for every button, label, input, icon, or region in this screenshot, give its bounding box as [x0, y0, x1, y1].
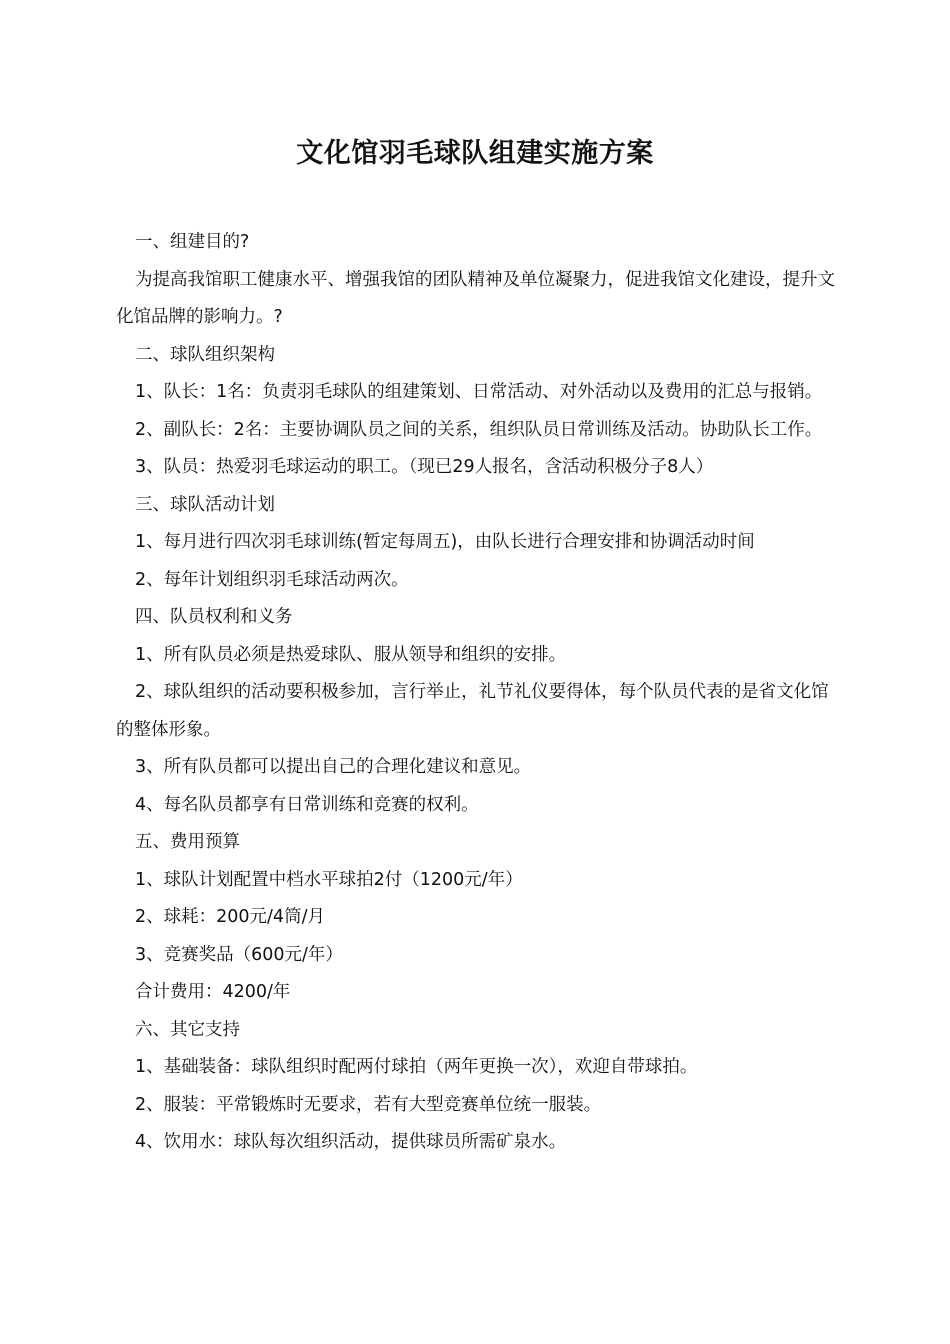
paragraph: 2、球队组织的活动要积极参加，言行举止，礼节礼仪要得体，每个队员代表的是省文化馆的整体形象。: [116, 682, 829, 740]
paragraph: 2、副队长：2名：主要协调队员之间的关系，组织队员日常训练及活动。协助队长工作。: [135, 419, 823, 440]
paragraph: 1、基础装备：球队组织时配两付球拍（两年更换一次），欢迎自带球拍。: [135, 1057, 698, 1077]
section-heading: 三、球队活动计划: [135, 494, 275, 515]
paragraph: 合计费用：4200/年: [135, 982, 291, 1002]
paragraph: 2、服装：平常锻炼时无要求，若有大型竞赛单位统一服装。: [135, 1094, 602, 1115]
paragraph: 为提高我馆职工健康水平、增强我馆的团队精神及单位凝聚力，促进我馆文化建设，提升文化馆品牌的影响力。?: [116, 269, 835, 327]
paragraph: 3、竞赛奖品（600元/年）: [135, 944, 343, 965]
section-heading: 六、其它支持: [135, 1019, 240, 1040]
paragraph: 1、每月进行四次羽毛球训练(暂定每周五)，由队长进行合理安排和协调活动时间: [135, 532, 755, 552]
paragraph: 4、每名队员都享有日常训练和竞赛的权利。: [135, 794, 479, 815]
paragraph: 1、球队计划配置中档水平球拍2付（1200元/年）: [135, 869, 523, 890]
section-heading: 五、费用预算: [135, 832, 240, 852]
paragraph: 1、所有队员必须是热爱球队、服从领导和组织的安排。: [135, 644, 567, 665]
paragraph: 3、队员：热爱羽毛球运动的职工。（现已29人报名，含活动积极分子8人）: [135, 457, 714, 477]
paragraph: 1、队长：1名：负责羽毛球队的组建策划、日常活动、对外活动以及费用的汇总与报销。: [135, 382, 823, 402]
paragraph: 4、饮用水：球队每次组织活动，提供球员所需矿泉水。: [135, 1132, 567, 1152]
section-heading: 四、队员权利和义务: [135, 607, 293, 627]
document-body: [116, 224, 844, 1162]
document-title: 文化馆羽毛球队组建实施方案: [296, 138, 654, 169]
paragraph: 3、所有队员都可以提出自己的合理化建议和意见。: [135, 757, 532, 777]
paragraph: 2、每年计划组织羽毛球活动两次。: [135, 569, 409, 590]
section-heading: 一、组建目的?: [135, 232, 250, 252]
section-heading: 二、球队组织架构: [135, 344, 275, 365]
paragraph: 2、球耗：200元/4筒/月: [135, 907, 325, 927]
